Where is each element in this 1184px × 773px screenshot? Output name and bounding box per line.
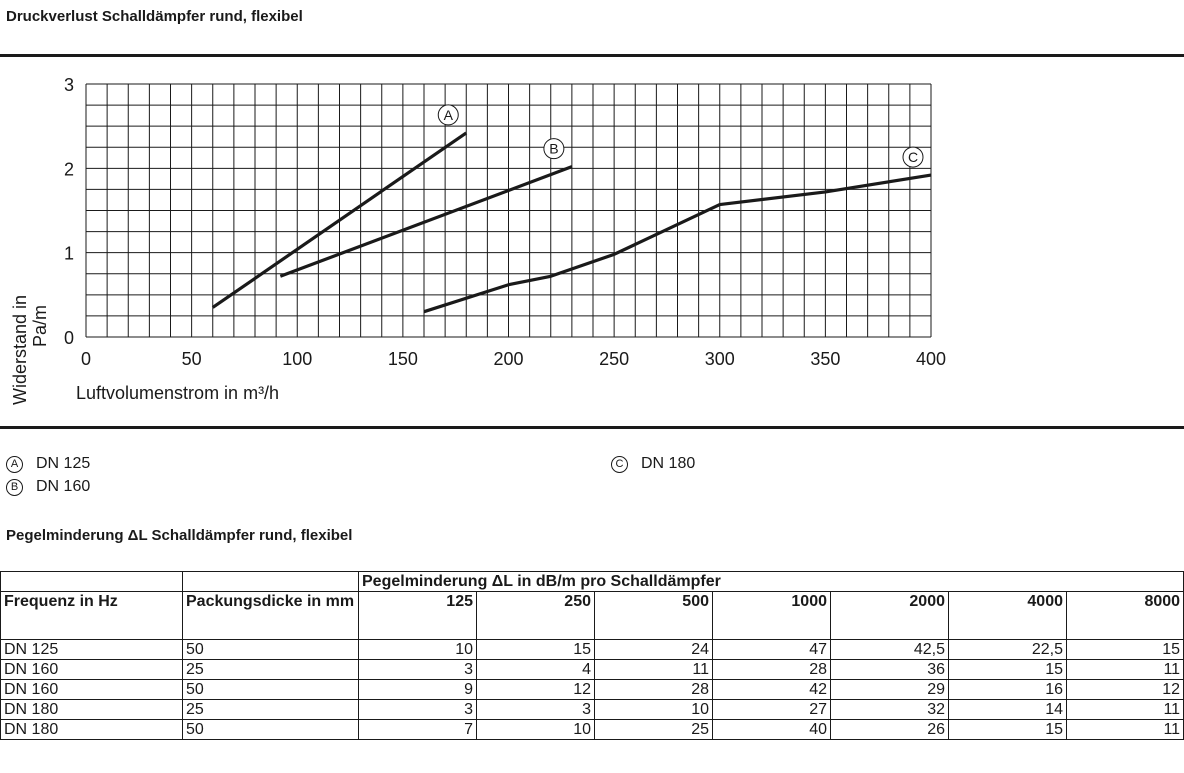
cell-value: 3 <box>359 660 477 680</box>
cell-value: 7 <box>359 720 477 740</box>
y-tick-label: 1 <box>63 243 74 264</box>
x-tick-label: 100 <box>282 349 313 369</box>
header-packing: Packungsdicke in mm <box>183 592 359 640</box>
table-row <box>1 720 1184 740</box>
cell-value: 15 <box>949 720 1067 740</box>
cell-pack: 50 <box>183 720 359 740</box>
divider-top <box>0 54 1184 57</box>
cell-value: 42,5 <box>831 640 949 660</box>
legend-item-b <box>6 478 90 496</box>
y-tick-label: 3 <box>63 75 74 95</box>
header-freq-125: 125 <box>359 592 477 640</box>
table-title: Pegelminderung ΔL Schalldämpfer rund, flexibel <box>6 527 353 544</box>
x-tick-label: 300 <box>704 349 735 369</box>
x-tick-label: 0 <box>80 349 92 369</box>
cell-value: 12 <box>477 680 595 700</box>
header-freq-250: 250 <box>477 592 595 640</box>
series-marker-label-b: B <box>549 140 559 157</box>
x-tick-label: 200 <box>493 349 524 369</box>
cell-pack: 50 <box>183 680 359 700</box>
series-marker-label-c: C <box>907 149 919 166</box>
cell-value: 47 <box>713 640 831 660</box>
cell-dn: DN 160 <box>1 680 183 700</box>
legend-marker-a: A <box>6 456 23 473</box>
cell-value: 26 <box>831 720 949 740</box>
cell-pack: 25 <box>183 660 359 680</box>
cell-value: 11 <box>1067 720 1184 740</box>
cell-value: 40 <box>713 720 831 740</box>
cell-dn: DN 180 <box>1 720 183 740</box>
cell-value: 24 <box>595 640 713 660</box>
cell-value: 3 <box>477 700 595 720</box>
cell-value: 14 <box>949 700 1067 720</box>
chart-grid <box>86 84 931 337</box>
cell-value: 3 <box>359 700 477 720</box>
header-freq-4000: 4000 <box>949 592 1067 640</box>
cell-dn: DN 160 <box>1 660 183 680</box>
cell-value: 10 <box>595 700 713 720</box>
cell-value: 11 <box>595 660 713 680</box>
empty-header-cell <box>183 572 359 592</box>
cell-value: 16 <box>949 680 1067 700</box>
cell-value: 32 <box>831 700 949 720</box>
cell-value: 11 <box>1067 700 1184 720</box>
cell-value: 22,5 <box>949 640 1067 660</box>
legend-label-c: DN 180 <box>641 455 696 472</box>
y-axis-label-line2: Pa/m <box>30 304 50 347</box>
cell-value: 9 <box>359 680 477 700</box>
legend-label-b: DN 160 <box>36 478 91 495</box>
cell-value: 28 <box>713 660 831 680</box>
x-tick-label: 50 <box>181 349 202 369</box>
cell-value: 10 <box>477 720 595 740</box>
divider-bottom <box>0 426 1184 429</box>
cell-value: 12 <box>1067 680 1184 700</box>
group-header: Pegelminderung ΔL in dB/m pro Schalldämpfer <box>359 572 1184 592</box>
header-freq-500: 500 <box>595 592 713 640</box>
legend-label-a: DN 125 <box>36 455 91 472</box>
table-row <box>1 640 1184 660</box>
cell-dn: DN 125 <box>1 640 183 660</box>
empty-header-cell <box>1 572 183 592</box>
cell-value: 4 <box>477 660 595 680</box>
attenuation-table <box>0 571 1184 740</box>
table-row <box>1 660 1184 680</box>
cell-value: 11 <box>1067 660 1184 680</box>
cell-value: 25 <box>595 720 713 740</box>
series-line-b <box>280 167 572 277</box>
x-tick-label: 400 <box>915 349 947 369</box>
table-row <box>1 700 1184 720</box>
cell-value: 29 <box>831 680 949 700</box>
cell-pack: 50 <box>183 640 359 660</box>
header-freq-2000: 2000 <box>831 592 949 640</box>
cell-value: 10 <box>359 640 477 660</box>
series-marker-label-a: A <box>443 106 453 123</box>
x-tick-label: 150 <box>387 349 418 369</box>
cell-pack: 25 <box>183 700 359 720</box>
y-axis-label-line1: Widerstand in <box>10 294 30 405</box>
y-tick-label: 0 <box>63 328 74 348</box>
header-freq-1000: 1000 <box>713 592 831 640</box>
table-row <box>1 680 1184 700</box>
legend-marker-b: B <box>6 479 23 496</box>
y-tick-label: 2 <box>63 159 74 180</box>
cell-value: 28 <box>595 680 713 700</box>
header-freq-8000: 8000 <box>1067 592 1184 640</box>
chart-ticks <box>64 75 946 369</box>
legend-marker-c: C <box>611 456 628 473</box>
cell-dn: DN 180 <box>1 700 183 720</box>
cell-value: 27 <box>713 700 831 720</box>
cell-value: 36 <box>831 660 949 680</box>
x-tick-label: 250 <box>599 349 630 369</box>
chart-title: Druckverlust Schalldämpfer rund, flexibel <box>6 8 303 25</box>
cell-value: 42 <box>713 680 831 700</box>
cell-value: 15 <box>949 660 1067 680</box>
header-frequency: Frequenz in Hz <box>1 592 183 640</box>
legend-item-c <box>611 455 695 473</box>
cell-value: 15 <box>477 640 595 660</box>
legend-item-a <box>6 455 90 473</box>
pressure-loss-chart <box>0 60 1000 420</box>
cell-value: 15 <box>1067 640 1184 660</box>
x-tick-label: 350 <box>810 349 841 369</box>
x-axis-label: Luftvolumenstrom in m³/h <box>76 383 280 403</box>
